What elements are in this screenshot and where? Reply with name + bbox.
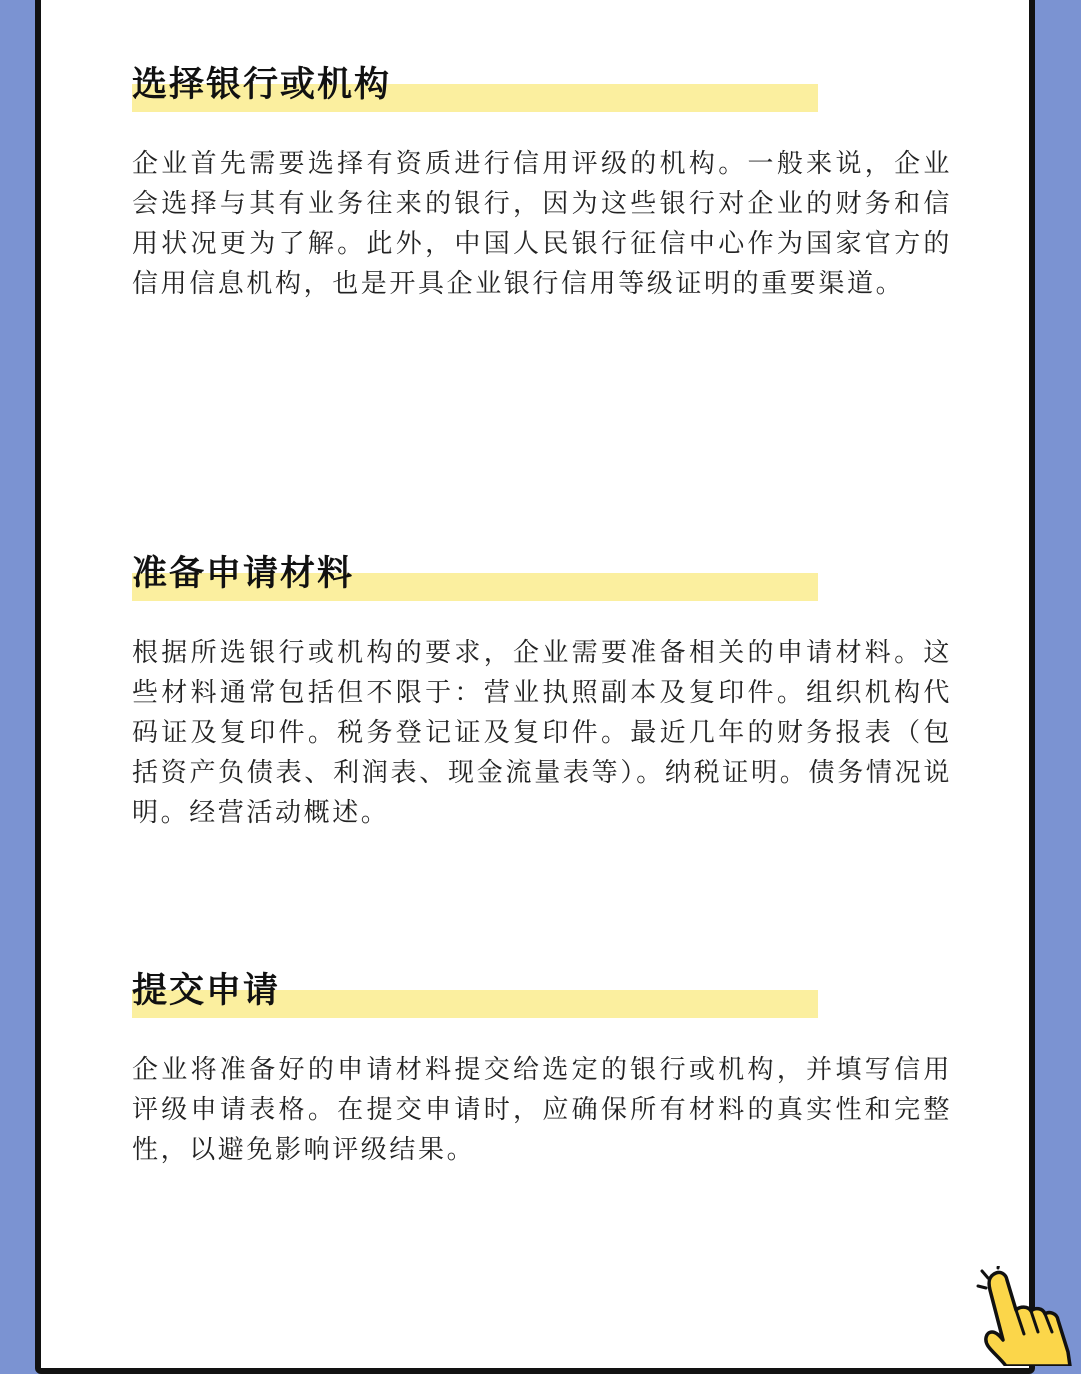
section-heading	[132, 968, 952, 1020]
section-body: 企业将准备好的申请材料提交给选定的银行或机构，并填写信用评级申请表格。在提交申请时，应确保所有材料的真实性和完整性，以避免影响评级结果。	[132, 1055, 952, 1165]
pointing-hand-icon	[972, 1266, 1072, 1366]
section-body: 企业首先需要选择有资质进行信用评级的机构。一般来说，企业会选择与其有业务往来的银行，因为这些银行对企业的财务和信用状况更为了解。此外，中国人民银行征信中心作为国家官方的信用信息机构，也是开具企业银行信用等级证明的重要渠道。	[132, 149, 952, 299]
section-select-institution	[132, 62, 952, 304]
section-submit-application	[132, 968, 952, 1170]
section-title: 提交申请	[132, 971, 281, 1011]
section-prepare-materials	[132, 551, 952, 833]
section-heading	[132, 62, 952, 114]
section-title: 选择银行或机构	[132, 65, 392, 105]
section-heading	[132, 551, 952, 603]
section-title: 准备申请材料	[132, 554, 355, 594]
section-body: 根据所选银行或机构的要求，企业需要准备相关的申请材料。这些材料通常包括但不限于：营业执照副本及复印件。组织机构代码证及复印件。税务登记证及复印件。最近几年的财务报表（包括资产负债表、利润表、现金流量表等）。纳税证明。债务情况说明。经营活动概述。	[132, 638, 952, 828]
